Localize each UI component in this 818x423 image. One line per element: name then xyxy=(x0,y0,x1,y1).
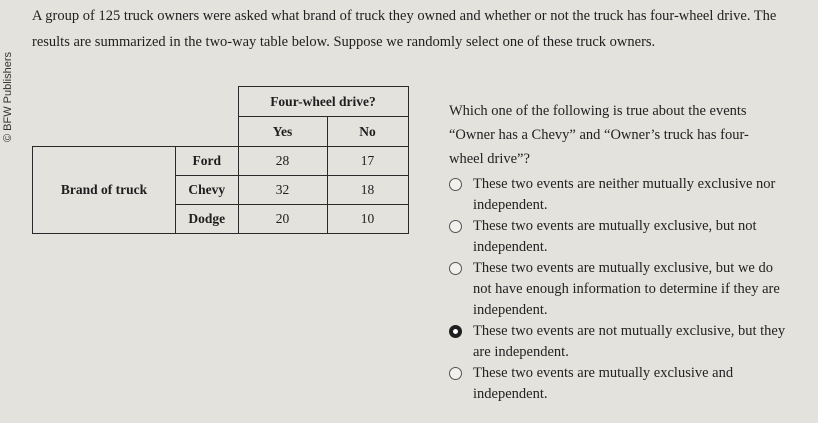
cell-chevy-yes: 32 xyxy=(238,176,327,205)
question-text xyxy=(449,99,779,171)
radio-button-icon[interactable] xyxy=(449,262,462,275)
option-text: These two events are mutually exclusive, but we do not have enough information to determine if they are independent. xyxy=(473,260,780,318)
row-group-header: Brand of truck xyxy=(33,147,176,234)
option-c[interactable] xyxy=(449,258,794,321)
question-line: “Owner has a Chevy” and “Owner’s truck has four- xyxy=(449,127,749,143)
cell-ford-yes: 28 xyxy=(238,147,327,176)
row-label-ford: Ford xyxy=(176,147,239,176)
col-group-header: Four-wheel drive? xyxy=(238,87,408,117)
option-b[interactable] xyxy=(449,216,794,258)
option-d[interactable] xyxy=(449,321,794,363)
col-header-no: No xyxy=(327,117,408,147)
copyright-credit: © BFW Publishers xyxy=(2,51,14,142)
table-row xyxy=(33,147,409,176)
col-header-yes: Yes xyxy=(238,117,327,147)
option-text: These two events are neither mutually exclusive nor independent. xyxy=(473,176,776,213)
question-line: Which one of the following is true about the events xyxy=(449,103,747,119)
row-label-dodge: Dodge xyxy=(176,205,239,234)
answer-options xyxy=(449,174,794,405)
option-a[interactable] xyxy=(449,174,794,216)
radio-button-icon[interactable] xyxy=(449,220,462,233)
two-way-table xyxy=(32,86,409,234)
intro-text: A group of 125 truck owners were asked what brand of truck they owned and whether or not the truck has four-wheel drive. The results are summarized in the two-way table below. Suppose we randomly select one of these truck owners. xyxy=(32,8,777,50)
cell-chevy-no: 18 xyxy=(327,176,408,205)
cell-dodge-no: 10 xyxy=(327,205,408,234)
radio-button-icon[interactable] xyxy=(449,367,462,380)
option-text: These two events are mutually exclusive and independent. xyxy=(473,365,734,402)
question-line: wheel drive”? xyxy=(449,151,530,167)
option-e[interactable] xyxy=(449,363,794,405)
radio-button-icon[interactable] xyxy=(449,178,462,191)
option-text: These two events are mutually exclusive, but not independent. xyxy=(473,218,757,255)
radio-button-selected-icon[interactable] xyxy=(449,325,462,338)
row-label-chevy: Chevy xyxy=(176,176,239,205)
cell-ford-no: 17 xyxy=(327,147,408,176)
cell-dodge-yes: 20 xyxy=(238,205,327,234)
option-text: These two events are not mutually exclusive, but they are independent. xyxy=(473,323,786,360)
